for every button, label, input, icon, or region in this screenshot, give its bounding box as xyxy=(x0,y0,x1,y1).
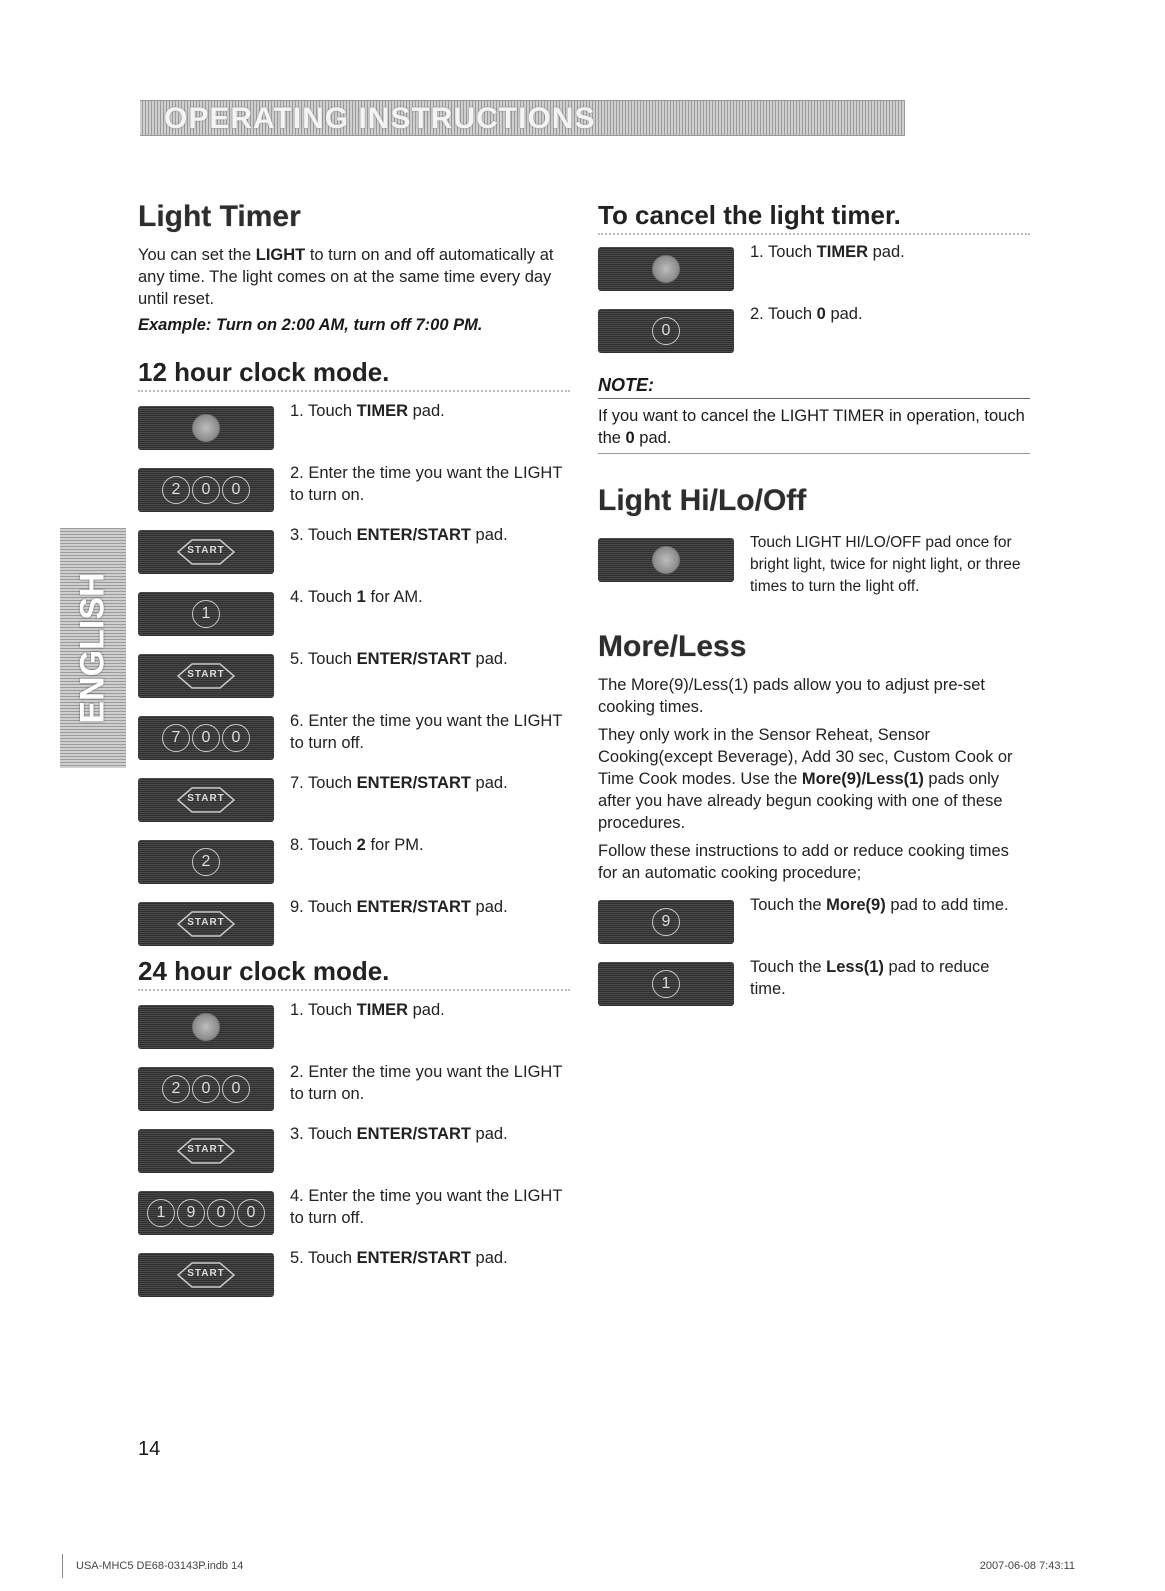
keypad-image xyxy=(138,716,274,760)
light-pad xyxy=(598,538,734,582)
light-timer-intro: You can set the LIGHT to turn on and off automatically at any time. The light comes on at the same time every day until reset. xyxy=(138,246,554,308)
step-text-part: Touch xyxy=(308,774,357,792)
page-number: 14 xyxy=(138,1438,161,1460)
step-number: 2. xyxy=(290,1063,309,1081)
instruction-step xyxy=(138,995,570,1057)
step-number: 4. xyxy=(290,1187,309,1205)
keypad-image xyxy=(138,406,274,450)
step-number: 2. xyxy=(750,305,769,323)
moreless-p3: Follow these instructions to add or reduce cooking times for an automatic cooking procedure; xyxy=(598,842,1009,882)
keypad-image xyxy=(138,840,274,884)
step-text xyxy=(290,582,423,608)
nine-key-icon: 9 xyxy=(652,908,680,936)
step-text xyxy=(290,1243,508,1269)
light-timer-title: Light Timer xyxy=(138,200,301,233)
keypad-image xyxy=(138,592,274,636)
enter-start-icon: START xyxy=(176,909,236,939)
light-key-icon xyxy=(652,546,680,574)
one-key-icon: 1 xyxy=(652,970,680,998)
keypad-image xyxy=(138,468,274,512)
step-text-part: Enter the time you want the LIGHT to turn off. xyxy=(290,712,563,752)
step-text xyxy=(290,995,445,1021)
nine-key-icon: 9 xyxy=(177,1199,205,1227)
enter-start-icon: START xyxy=(176,785,236,815)
step-text-part: for PM. xyxy=(365,836,424,854)
instruction-step xyxy=(138,1057,570,1119)
step-text xyxy=(290,1057,570,1105)
keypad-image xyxy=(138,1067,274,1111)
mode12-steps xyxy=(138,396,570,954)
more-text: Touch the More(9) pad to add time. xyxy=(750,896,1009,914)
step-number: 3. xyxy=(290,526,309,544)
step-number: 9. xyxy=(290,898,309,916)
step-text-part: pad. xyxy=(408,1001,445,1019)
step-text-bold: ENTER/START xyxy=(356,650,471,668)
section-banner xyxy=(140,100,905,136)
keypad-image xyxy=(138,1129,274,1173)
moreless-title: More/Less xyxy=(598,630,747,663)
instruction-step xyxy=(138,1243,570,1305)
light-timer-example: Example: Turn on 2:00 AM, turn off 7:00 PM. xyxy=(138,316,483,334)
two-key-icon: 2 xyxy=(162,1075,190,1103)
step-text xyxy=(290,706,570,754)
footer-file: USA-MHC5 DE68-03143P.indb 14 xyxy=(76,1560,244,1572)
step-text xyxy=(290,458,570,506)
instruction-step xyxy=(138,396,570,458)
instruction-step xyxy=(138,768,570,830)
hilo-step xyxy=(598,528,1030,606)
step-text-part: Touch xyxy=(768,305,817,323)
instruction-step xyxy=(598,299,1030,361)
enter-start-icon: START xyxy=(176,537,236,567)
zero-key-icon: 0 xyxy=(222,1075,250,1103)
step-text-bold: TIMER xyxy=(356,402,409,420)
two-key-icon: 2 xyxy=(192,848,220,876)
seven-key-icon: 7 xyxy=(162,724,190,752)
language-label: ENGLISH xyxy=(73,572,112,724)
step-text-part: Touch xyxy=(308,1249,357,1267)
language-tab xyxy=(60,528,126,768)
keypad-image xyxy=(138,530,274,574)
step-text-part: pad. xyxy=(470,898,508,916)
enter-start-icon: START xyxy=(176,661,236,691)
note-heading: NOTE: xyxy=(598,375,1030,399)
keypad-image xyxy=(598,247,734,291)
step-number: 1. xyxy=(290,402,309,420)
instruction-step xyxy=(138,582,570,644)
step-text-bold: 2 xyxy=(356,836,366,854)
zero-key-icon: 0 xyxy=(237,1199,265,1227)
enter-start-icon: START xyxy=(176,1136,236,1166)
step-text-bold: TIMER xyxy=(356,1001,409,1019)
step-text-part: pad. xyxy=(470,526,508,544)
step-text-part: Enter the time you want the LIGHT to turn on. xyxy=(290,464,563,504)
moreless-p2: They only work in the Sensor Reheat, Sensor Cooking(except Beverage), Add 30 sec, Custom Cook or Time Cook modes. Use the More(9)/Less(1) pads only after you have already begun cooking with one of these procedures. xyxy=(598,726,1013,832)
zero-key-icon: 0 xyxy=(192,1075,220,1103)
timer-key-icon xyxy=(652,255,680,283)
zero-key-icon: 0 xyxy=(192,724,220,752)
more-pad xyxy=(598,900,734,944)
footer-rule xyxy=(62,1554,63,1578)
step-text-part: Touch xyxy=(308,526,357,544)
step-text xyxy=(290,1119,508,1145)
step-text xyxy=(290,830,424,856)
mode24-steps xyxy=(138,995,570,1305)
step-number: 3. xyxy=(290,1125,309,1143)
less-pad xyxy=(598,962,734,1006)
step-text xyxy=(290,520,508,546)
step-text xyxy=(290,396,445,422)
mode24-title: 24 hour clock mode. xyxy=(138,956,570,991)
step-text-part: pad. xyxy=(470,1249,508,1267)
instruction-step xyxy=(138,1119,570,1181)
instruction-step xyxy=(138,892,570,954)
step-number: 1. xyxy=(290,1001,309,1019)
note-body: If you want to cancel the LIGHT TIMER in operation, touch the 0 pad. xyxy=(598,405,1030,454)
more-step xyxy=(598,890,1030,952)
step-text-bold: ENTER/START xyxy=(356,1125,471,1143)
zero-key-icon: 0 xyxy=(192,476,220,504)
step-text xyxy=(750,237,905,263)
enter-start-icon: START xyxy=(176,1260,236,1290)
cancel-steps xyxy=(598,237,1030,361)
step-text-part: Touch xyxy=(308,1001,357,1019)
step-text-part: pad. xyxy=(470,1125,508,1143)
keypad-image xyxy=(138,1005,274,1049)
step-text-part: Touch xyxy=(308,650,357,668)
step-text-part: Touch xyxy=(308,1125,357,1143)
zero-key-icon: 0 xyxy=(652,317,680,345)
step-text-part: pad. xyxy=(408,402,445,420)
instruction-step xyxy=(138,830,570,892)
step-text-bold: TIMER xyxy=(816,243,869,261)
one-key-icon: 1 xyxy=(192,600,220,628)
step-text xyxy=(290,768,508,794)
two-key-icon: 2 xyxy=(162,476,190,504)
banner-title: OPERATING INSTRUCTIONS xyxy=(164,102,596,135)
step-number: 4. xyxy=(290,588,309,606)
footer-stamp: 2007-06-08 7:43:11 xyxy=(979,1560,1075,1572)
step-text-part: Enter the time you want the LIGHT to turn off. xyxy=(290,1187,563,1227)
keypad-image xyxy=(598,309,734,353)
step-text xyxy=(290,1181,570,1229)
step-text-part: Touch xyxy=(308,836,357,854)
instruction-step xyxy=(138,1181,570,1243)
step-text-bold: ENTER/START xyxy=(356,898,471,916)
step-text-bold: 0 xyxy=(816,305,826,323)
less-step xyxy=(598,952,1030,1014)
step-text-part: Touch xyxy=(768,243,817,261)
step-text-bold: ENTER/START xyxy=(356,1249,471,1267)
instruction-step xyxy=(138,520,570,582)
step-number: 7. xyxy=(290,774,309,792)
step-text-part: pad. xyxy=(825,305,863,323)
step-text-part: pad. xyxy=(470,774,508,792)
step-text-part: Enter the time you want the LIGHT to turn on. xyxy=(290,1063,563,1103)
print-footer xyxy=(0,1560,1165,1580)
step-text xyxy=(750,299,863,325)
step-number: 1. xyxy=(750,243,769,261)
step-text-part: Touch xyxy=(308,402,357,420)
zero-key-icon: 0 xyxy=(207,1199,235,1227)
right-column xyxy=(598,200,1030,1014)
instruction-step xyxy=(138,644,570,706)
instruction-step xyxy=(138,706,570,768)
timer-key-icon xyxy=(192,1013,220,1041)
keypad-image xyxy=(138,1253,274,1297)
zero-key-icon: 0 xyxy=(222,476,250,504)
step-text-part: pad. xyxy=(470,650,508,668)
keypad-image xyxy=(138,654,274,698)
step-text-bold: 1 xyxy=(356,588,366,606)
keypad-image xyxy=(138,778,274,822)
zero-key-icon: 0 xyxy=(222,724,250,752)
step-text-bold: ENTER/START xyxy=(356,774,471,792)
keypad-image xyxy=(138,1191,274,1235)
step-text-part: Touch xyxy=(308,588,357,606)
step-number: 2. xyxy=(290,464,309,482)
step-number: 5. xyxy=(290,1249,309,1267)
step-text-bold: ENTER/START xyxy=(356,526,471,544)
hilo-title: Light Hi/Lo/Off xyxy=(598,484,807,517)
instruction-step xyxy=(138,458,570,520)
one-key-icon: 1 xyxy=(147,1199,175,1227)
timer-key-icon xyxy=(192,414,220,442)
less-text: Touch the Less(1) pad to reduce time. xyxy=(750,958,990,998)
keypad-image xyxy=(138,902,274,946)
step-number: 6. xyxy=(290,712,309,730)
step-text-part: Touch xyxy=(308,898,357,916)
step-text xyxy=(290,644,508,670)
step-text-part: for AM. xyxy=(365,588,423,606)
step-number: 5. xyxy=(290,650,309,668)
left-column xyxy=(138,200,570,1305)
step-text-part: pad. xyxy=(868,243,905,261)
mode12-title: 12 hour clock mode. xyxy=(138,357,570,392)
cancel-title: To cancel the light timer. xyxy=(598,200,1030,235)
step-text xyxy=(290,892,508,918)
instruction-step xyxy=(598,237,1030,299)
step-number: 8. xyxy=(290,836,309,854)
moreless-p1: The More(9)/Less(1) pads allow you to adjust pre-set cooking times. xyxy=(598,676,986,716)
hilo-text: Touch LIGHT HI/LO/OFF pad once for bright light, twice for night light, or three times to turn the light off. xyxy=(750,534,1021,595)
